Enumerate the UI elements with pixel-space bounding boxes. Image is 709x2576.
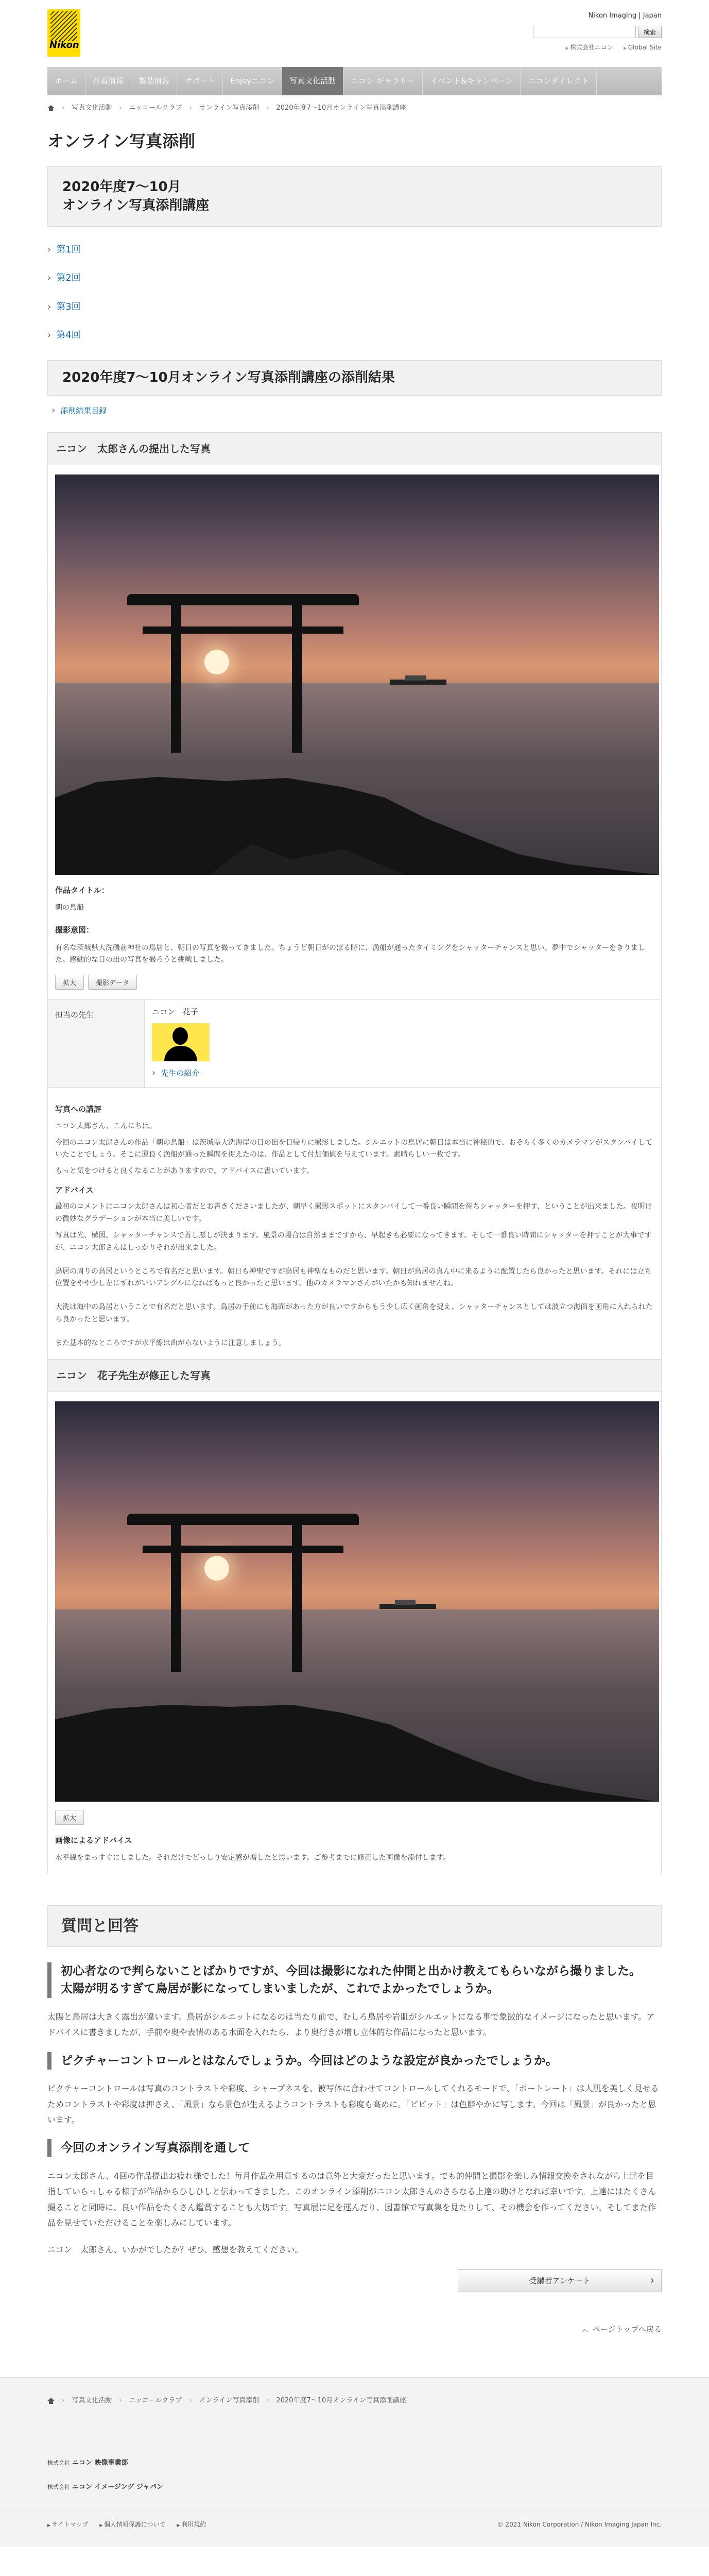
home-icon[interactable]	[47, 105, 55, 111]
header-links	[533, 42, 662, 53]
results-index-link[interactable]: › 添削結果目録	[51, 406, 107, 415]
image-advice-text: 水平線をまっすぐにしました。それだけでどっしり安定感が増したと思います。ご参考までに修正した画像を添付します。	[55, 1854, 451, 1862]
review-text: 今回のニコン太郎さんの作品「朝の鳥船」は茨城県大洗海岸の日の出を日帰りに撮影しました。シルエットの鳥居に朝日は本当に神秘的で、おそらく多くのカメラマンがスタンバイしていたことでしょう。そこに運良く漁船が通った瞬間を捉えたのは、作品として付加価値を与えています。素晴らしい一枚です。	[55, 1138, 653, 1159]
review-heading: 写真への講評	[55, 1105, 102, 1114]
breadcrumb-item[interactable]: オンライン写真添削	[199, 2397, 260, 2405]
pagetop-label: ページトップへ戻る	[593, 2324, 662, 2334]
list-item	[47, 299, 662, 315]
nav-direct[interactable]: ニコンダイレクト	[521, 67, 597, 95]
intent-text: 有名な茨城県大洗磯前神社の鳥居と、朝日の写真を撮ってきました。ちょうど朝日がのぼる時に、漁船が通ったタイミングをシャッターチャンスと思い、夢中でシャッターをきりました。感動的な日の出の写真を撮ろうと挑戦しました。	[55, 943, 646, 964]
teacher-name: ニコン 花子	[152, 1007, 199, 1017]
nav-products[interactable]: 製品情報	[131, 67, 177, 95]
photo-rock	[55, 1647, 659, 1802]
question-heading: 初心者なので判らないことばかりですが、今回は撮影になれた仲間と出かけ教えてもらいながら撮りました。太陽が明るすぎて鳥居が影になってしまいましたが、これでよかったでしょうか。	[47, 1962, 662, 1998]
round-2-link[interactable]: › 第2回	[47, 273, 81, 283]
torii-bar	[143, 1546, 343, 1553]
corp-logo-imaging[interactable]	[47, 2458, 128, 2469]
advice-text: 写真は光、構図、シャッターチャンスで善し悪しが決まります。風景の場合は自然ままですから、早起きも必要になってきます。そして一番良い時間にシャッターを押すことが大事ですが、ニコン太郎さんはしっかりそれが出来ました。	[55, 1231, 652, 1252]
nikon-logo[interactable]	[47, 9, 80, 57]
breadcrumb-sep: ›	[189, 104, 192, 112]
site-header	[47, 0, 662, 67]
corrected-zoom-button[interactable]: 拡大	[55, 1810, 84, 1825]
breadcrumb-sep: ›	[62, 104, 65, 112]
qa-title: 質問と回答	[47, 1905, 662, 1947]
corrected-photo-heading: ニコン 花子先生が修正した写真	[48, 1359, 661, 1392]
breadcrumb-sep: ›	[119, 2397, 122, 2405]
breadcrumb-sep: ›	[119, 104, 122, 112]
answer-sign: ニコン 太郎さん、いかがでしたか？ぜひ、感想を教えてください。	[47, 2245, 303, 2255]
advice-heading: アドバイス	[55, 1185, 94, 1195]
corp-prefix: 株式会社	[47, 2484, 70, 2491]
site-name: Nikon Imaging | Japan	[588, 12, 662, 20]
nav-events[interactable]: イベント&キャンペーン	[423, 67, 521, 95]
search-button[interactable]: 検索	[638, 26, 662, 38]
logo-brand-text: Nikon	[49, 40, 79, 51]
corporate-link[interactable]: ▶ 株式会社ニコン	[565, 42, 613, 53]
page-title: オンライン写真添削	[47, 131, 196, 151]
list-item	[47, 270, 662, 286]
corp-logo-nij[interactable]	[47, 2482, 163, 2493]
breadcrumb-sep: ›	[189, 2397, 192, 2405]
chevron-up-icon: ︿	[581, 2324, 589, 2334]
photo-sun	[204, 1556, 229, 1581]
privacy-link[interactable]: ▶ 個人情報保護について	[99, 2521, 165, 2528]
teacher-profile-link[interactable]: › 先生の紹介	[152, 1069, 199, 1078]
photo-sun	[204, 650, 229, 674]
photo-ship	[385, 675, 452, 687]
torii-top	[127, 594, 359, 605]
breadcrumb-item[interactable]: ニッコールクラブ	[129, 104, 182, 112]
search-form	[533, 26, 662, 38]
header-utilities	[533, 10, 662, 53]
nav-photo-culture[interactable]: 写真文化活動	[282, 67, 343, 95]
answer-text: 太陽と鳥居は大きく露出が違います。鳥居がシルエットになるのは当たり前で、むしろ鳥居や岩肌がシルエットになる事で象徴的なイメージになったと思います。アドバイスに書きましたが、手前や奥や表情のある水面を入れたら、より奥行きが増し立体的な作品になったと思います。	[47, 2011, 655, 2038]
results-title: 2020年度7〜10月オンライン写真添削講座の添削結果	[47, 360, 662, 396]
review-section	[48, 1088, 661, 1359]
course-title-line1: 2020年度7〜10月	[62, 179, 181, 195]
torii-bar	[143, 626, 343, 634]
nav-gallery[interactable]: ニコン ギャラリー	[343, 67, 423, 95]
work-title: 朝の鳥船	[55, 904, 84, 912]
course-title-line2: オンライン写真添削講座	[62, 197, 210, 213]
breadcrumb-item[interactable]: 写真文化活動	[72, 2397, 112, 2405]
submitted-photo-panel	[47, 432, 662, 1874]
global-nav	[47, 67, 662, 95]
breadcrumb-current: 2020年度7〜10月オンライン写真添削講座	[276, 104, 406, 112]
submitted-photo-heading: ニコン 太郎さんの提出した写真	[48, 433, 661, 465]
round-1-link[interactable]: › 第1回	[47, 244, 81, 255]
list-item	[47, 242, 662, 258]
pagetop-link[interactable]	[47, 2323, 662, 2336]
round-list	[47, 242, 662, 344]
zoom-button[interactable]: 拡大	[55, 975, 84, 990]
breadcrumb-item[interactable]: 写真文化活動	[72, 104, 112, 112]
avatar	[152, 1023, 210, 1061]
corp-prefix: 株式会社	[47, 2460, 70, 2467]
breadcrumb-sep: ›	[62, 2397, 65, 2405]
torii-top	[127, 1514, 359, 1525]
copyright: © 2021 Nikon Corporation / Nikon Imaging Japan Inc.	[497, 2521, 662, 2529]
terms-link[interactable]: ▶ 利用規約	[177, 2521, 206, 2528]
nav-home[interactable]: ホーム	[47, 67, 85, 95]
intent-label: 撮影意図：	[55, 925, 94, 935]
breadcrumb-item[interactable]: ニッコールクラブ	[129, 2397, 182, 2405]
breadcrumb-sep: ›	[266, 104, 269, 112]
list-item	[47, 328, 662, 344]
photo-ship	[374, 1600, 441, 1611]
answer-text: ニコン太郎さん、4回の作品提出お疲れ様でした！毎月作品を用意するのは意外と大変だったと思います。でも的仲間と撮影を楽しみ情報交換をされながら上達を目指していらっしゃる様子が作品からひしひしと伝わってきました。このオンライン添削がニコン太郎さんのさらなる上達の助けとなれば幸いです。上達にはたくさん撮ることと同時に、良い作品をたくさん鑑賞することも大切です。写真展に足を運んだり、図書館で写真集を見たりして、その機会を作ってください。そしてまた作品を見せていただけることを楽しみにしています。	[47, 2171, 656, 2228]
breadcrumb	[47, 95, 662, 121]
nav-enjoy[interactable]: Enjoyニコン	[223, 67, 282, 95]
advice-text: 大洗は海中の鳥居ということで有名だと思います。鳥居の手前にも海面があった方が良いですからもう少し広く画角を捉え、シャッターチャンスとしては波立つ海面を画角に入れられたら良かったと思います。	[55, 1303, 653, 1324]
logo-sunburst-icon	[50, 11, 77, 41]
footer-bottom-bar	[0, 2512, 709, 2537]
review-text: もっと気をつけると良くなることがありますので、アドバイスに書いています。	[55, 1167, 314, 1176]
answer-text: ピクチャーコントロールは写真のコントラストや彩度、シャープネスを、被写体に合わせてコントロールしてくれるモードで、「ポートレート」は人肌を美しく見せるためコントラストや彩度は押さえ、「風景」なら景色が生えるようコントラストも彩度も高めに。「ビビット」は色鮮やかに写します。今回は「風景」が良かったと思います。	[47, 2083, 659, 2125]
footer-links	[47, 2519, 215, 2530]
advice-text: また基本的なところですが水平線は曲がらないように注意しましょう。	[55, 1338, 286, 1347]
corp-name: ニコン 映像事業部	[72, 2459, 128, 2467]
sitemap-link[interactable]: ▶ サイトマップ	[47, 2521, 88, 2528]
teacher-row	[48, 999, 661, 1088]
image-advice-label: 画像によるアドバイス	[55, 1835, 132, 1845]
breadcrumb-sep: ›	[266, 2397, 269, 2405]
review-text: ニコン太郎さん、こんにちは。	[55, 1122, 157, 1130]
global-site-link[interactable]: ▶ Global Site	[624, 42, 662, 53]
teacher-label: 担当の先生	[48, 999, 145, 1087]
footer-breadcrumb	[0, 2388, 709, 2414]
home-icon[interactable]	[47, 2398, 55, 2404]
advice-text: 鳥居の周りの鳥居というところで有名だと思います。朝日も神聖ですが鳥居も神聖なものだと思います。朝日が鳥居の真ん中に来るように配置したら良かったと思います。それには立ち位置をやや少し左にずれがいいアングルになればもっと良かったと思います。他のカメラマンさんがいたかも知れませんね。	[55, 1267, 652, 1288]
photo-rock	[55, 720, 659, 875]
shooting-data-button[interactable]: 撮影データ	[88, 975, 137, 990]
breadcrumb-current: 2020年度7〜10月オンライン写真添削講座	[276, 2397, 406, 2405]
course-title-box	[47, 166, 662, 226]
round-3-link[interactable]: › 第3回	[47, 301, 81, 312]
work-title-label: 作品タイトル：	[55, 885, 109, 895]
corrected-photo[interactable]	[55, 1401, 659, 1802]
corp-name: ニコン イメージング ジャパン	[72, 2483, 163, 2492]
nav-support[interactable]: サポート	[177, 67, 223, 95]
survey-button[interactable]: 受講者アンケート ›	[458, 2269, 662, 2292]
breadcrumb-item[interactable]: オンライン写真添削	[199, 104, 260, 112]
site-footer	[0, 2377, 709, 2547]
search-input[interactable]	[533, 26, 636, 38]
question-heading: 今回のオンライン写真添削を通して	[47, 2139, 662, 2157]
round-4-link[interactable]: › 第4回	[47, 330, 81, 341]
submitted-photo[interactable]	[55, 474, 659, 875]
nav-news[interactable]: 新着情報	[85, 67, 131, 95]
question-heading: ピクチャーコントロールとはなんでしょうか。今回はどのような設定が良かったでしょうか。	[47, 2052, 662, 2070]
advice-text: 最初のコメントにニコン太郎さんは初心者だとお書きくださいましたが、朝早く撮影スポットにスタンバイして一番良い瞬間を待ちシャッターを押す、ということが出来ました。夜明けの微妙なグラデーションが本当に美しいです。	[55, 1202, 652, 1224]
